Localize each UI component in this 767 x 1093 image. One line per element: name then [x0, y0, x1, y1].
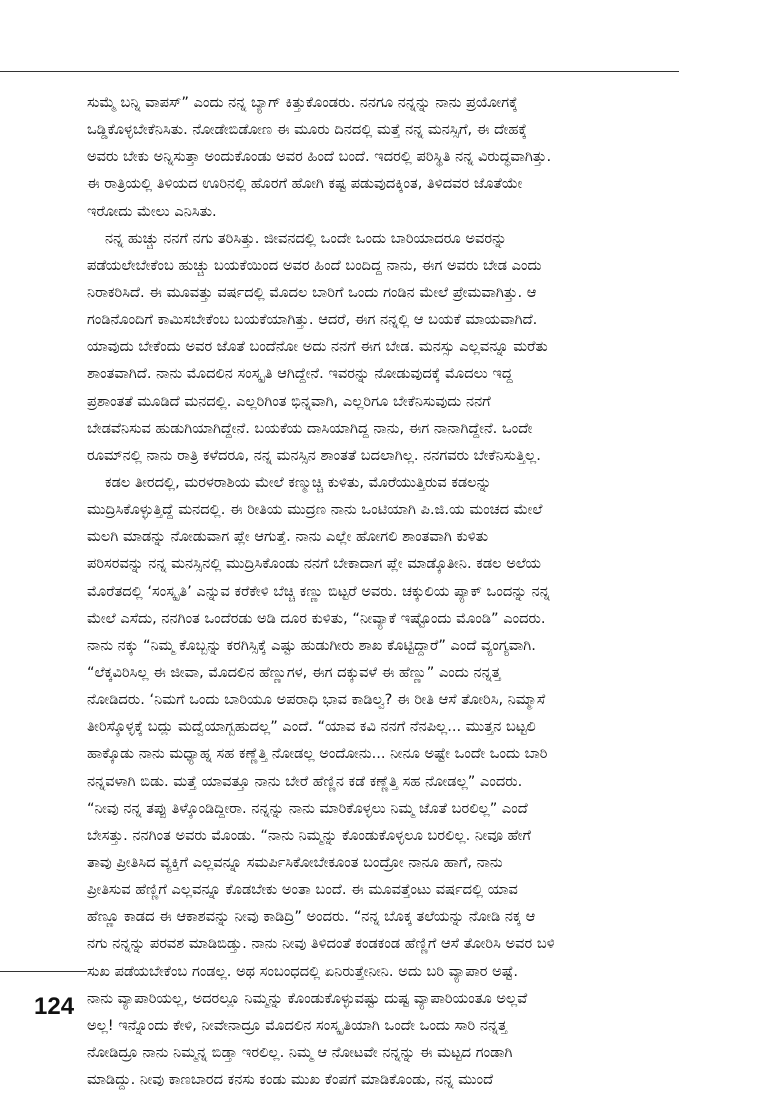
- text-line: ಒಡ್ಡಿಕೊಳ್ಳಬೇಕೆನಿಸಿತು. ನೋಡೇಬಿಡೋಣ ಈ ಮೂರು ದಿನದಲ್ಲಿ ಮತ್ತೆ ನನ್ನ ಮನಸ್ಸಿಗೆ, ಈ ದೇಹಕ್ಕೆ: [87, 121, 527, 139]
- text-line: ಬೇಸತ್ತು. ನನಗಿಂತ ಅವರು ಮೊಂಡು. “ನಾನು ನಿಮ್ಮನ್ನು ಕೊಂಡುಕೊಳ್ಳಲೂ ಬರಲಿಲ್ಲ. ನೀವೂ ಹೇಗೆ: [87, 826, 531, 844]
- text-line: ಪ್ರಶಾಂತತೆ ಮೂಡಿದೆ ಮನದಲ್ಲಿ. ಎಲ್ಲರಿಗಿಂತ ಭಿನ್ನವಾಗಿ, ಎಲ್ಲರಿಗೂ ಬೇಕೆನಿಸುವುದು ನನಗೆ: [87, 392, 491, 410]
- footer-rule: [0, 971, 87, 972]
- paragraph-start-line: ಕಡಲ ತೀರದಲ್ಲಿ, ಮರಳರಾಶಿಯ ಮೇಲೆ ಕಣ್ಮುಚ್ಚಿ ಕುಳಿತು, ಮೊರೆಯುತ್ತಿರುವ ಕಡಲನ್ನು: [105, 473, 492, 491]
- text-line: ಪರಿಸರವನ್ನು ನನ್ನ ಮನಸ್ಸಿನಲ್ಲಿ ಮುದ್ರಿಸಿಕೊಂಡು ನನಗೆ ಬೇಕಾದಾಗ ಪ್ಲೇ ಮಾಡ್ಕೊತೀನಿ. ಕಡಲ ಅಲೆಯ: [87, 555, 542, 573]
- page-number: 124: [34, 993, 75, 1020]
- text-line: ನೋಡಿದ್ರೂ ನಾನು ನಿಮ್ಮನ್ನ ಬಿಡ್ತಾ ಇರಲಿಲ್ಲ. ನಿಮ್ಮ ಆ ನೋಟವೇ ನನ್ನನ್ನು ಈ ಮಟ್ಟದ ಗಂಡಾಗಿ: [87, 1043, 513, 1061]
- text-line: ಸುಮ್ಮೆ ಬನ್ನಿ ವಾಪಸ್” ಎಂದು ನನ್ನ ಬ್ಯಾಗ್ ಕಿತ್ತುಕೊಂಡರು. ನನಗೂ ನನ್ನನ್ನು ನಾನು ಪ್ರಯೋಗಕ್ಕೆ: [87, 94, 518, 111]
- text-line: ಇರೋದು ಮೇಲು ಎನಿಸಿತು.: [87, 202, 217, 220]
- text-line: ಗಂಡಿನೊಂದಿಗೆ ಕಾಮಿಸಬೇಕೆಂಬ ಬಯಕೆಯಾಗಿತ್ತು. ಆದರೆ, ಈಗ ನನ್ನಲ್ಲಿ ಆ ಬಯಕೆ ಮಾಯವಾಗಿದೆ.: [87, 311, 538, 329]
- text-line: ಸುಖ ಪಡೆಯಬೇಕೆಂಬ ಗಂಡಲ್ಲ. ಅಥ ಸಂಬಂಧದಲ್ಲಿ ಏನಿರುತ್ತೇನೀನಿ. ಅದು ಬರಿ ವ್ಯಾಪಾರ ಅಷ್ಟೆ.: [87, 962, 518, 980]
- text-line: ಮಾಡಿದ್ದು. ನೀವು ಕಾಣಬಾರದ ಕನಸು ಕಂಡು ಮುಖ ಕೆಂಪಗೆ ಮಾಡಿಕೊಂಡು, ನನ್ನ ಮುಂದೆ: [87, 1071, 494, 1089]
- text-line: ಅಲ್ಲ! ಇನ್ನೊಂದು ಕೇಳಿ, ನೀವೇನಾದ್ರೂ ಮೊದಲಿನ ಸಂಸ್ಕೃತಿಯಾಗಿ ಒಂದೇ ಒಂದು ಸಾರಿ ನನ್ನತ್ತ: [87, 1016, 508, 1034]
- text-line: ನಾನು ವ್ಯಾಪಾರಿಯಲ್ಲ, ಅದರಲ್ಲೂ ನಿಮ್ಮನ್ನು ಕೊಂಡುಕೊಳ್ಳುವಷ್ಟು ದುಷ್ಟ ವ್ಯಾಪಾರಿಯಂತೂ ಅಲ್ಲವೆ: [87, 989, 528, 1007]
- text-line: ನನ್ನವಳಾಗಿ ಬಿಡು. ಮತ್ತೆ ಯಾವತ್ತೂ ನಾನು ಬೇರೆ ಹೆಣ್ಣಿನ ಕಡೆ ಕಣ್ಣೆತ್ತಿ ಸಹ ನೋಡಲ್ಲ” ಎಂದರು.: [87, 772, 523, 790]
- text-line: ಅವರು ಬೇಕು ಅನ್ನಿಸುತ್ತಾ ಅಂದುಕೊಂಡು ಅವರ ಹಿಂದೆ ಬಂದೆ. ಇದರಲ್ಲಿ ಪರಿಸ್ಥಿತಿ ನನ್ನ ವಿರುದ್ಧವಾಗಿತ್ತು.: [87, 148, 552, 166]
- text-line: ಹಾಕ್ಕೊಡು ನಾನು ಮಧ್ಯಾಹ್ನ ಸಹ ಕಣ್ಣೆತ್ತಿ ನೋಡಲ್ಲ ಅಂದೋನು... ನೀನೂ ಅಷ್ಟೇ ಒಂದೇ ಒಂದು ಬಾರಿ: [87, 745, 548, 763]
- text-line: ತಾವು ಪ್ರೀತಿಸಿದ ವ್ಯಕ್ತಿಗೆ ಎಲ್ಲವನ್ನೂ ಸಮರ್ಪಿಸಿಕೋಬೇಕೂಂತ ಬಂದ್ರೋ ನಾನೂ ಹಾಗೆ, ನಾನು: [87, 853, 503, 871]
- text-line: ಪ್ರೀತಿಸುವ ಹೆಣ್ಣಿಗೆ ಎಲ್ಲವನ್ನೂ ಕೊಡಬೇಕು ಅಂತಾ ಬಂದೆ. ಈ ಮೂವತ್ತೆಂಟು ವರ್ಷದಲ್ಲಿ ಯಾವ: [87, 881, 518, 899]
- text-line: “ಲೆಕ್ಕವಿರಿಸಿಲ್ಲ ಈ ಜೀವಾ, ಮೊದಲಿನ ಹೆಣ್ಣುಗಳ, ಈಗ ದಕ್ಕುವಳೆ ಈ ಹೆಣ್ಣು” ಎಂದು ನನ್ನತ್ತ: [87, 663, 501, 681]
- body-text: [87, 89, 679, 1093]
- text-line: ಶಾಂತವಾಗಿದೆ. ನಾನು ಮೊದಲಿನ ಸಂಸ್ಕೃತಿ ಆಗಿದ್ದೇನೆ. ಇವರನ್ನು ನೋಡುವುದಕ್ಕೆ ಮೊದಲು ಇದ್ದ: [87, 365, 513, 383]
- text-line: ನಗು ನನ್ನನ್ನು ಪರವಶ ಮಾಡಿಬಿಡ್ತು. ನಾನು ನೀವು ತಿಳಿದಂತೆ ಕಂಡಕಂಡ ಹೆಣ್ಣಿಗೆ ಆಸೆ ತೋರಿಸಿ ಅವರ ಬಳಿ: [87, 935, 555, 953]
- paragraph-start-line: ನನ್ನ ಹುಚ್ಚು ನನಗೆ ನಗು ತರಿಸಿತ್ತು. ಜೀವನದಲ್ಲಿ ಒಂದೇ ಒಂದು ಬಾರಿಯಾದರೂ ಅವರನ್ನು: [105, 229, 507, 247]
- text-line: ತೀರಿಸ್ಕೊಳ್ಳಕ್ಕೆ ಬದ್ಲು ಮದ್ವೆಯಾಗ್ಬಹುದಲ್ಲ” ಎಂದೆ. “ಯಾವ ಕವಿ ನನಗೆ ನೆನಪಿಲ್ಲ... ಮುತ್ತನ ಬಟ್ಟಲಿ: [87, 718, 536, 736]
- text-line: ರೂಮ್‌ನಲ್ಲಿ ನಾನು ರಾತ್ರಿ ಕಳೆದರೂ, ನನ್ನ ಮನಸ್ಸಿನ ಶಾಂತತೆ ಬದಲಾಗಿಲ್ಲ. ನನಗವರು ಬೇಕೆನಿಸುತ್ತಿಲ್ಲ.: [87, 446, 541, 464]
- text-line: ನಿರಾಕರಿಸಿದೆ. ಈ ಮೂವತ್ತು ವರ್ಷದಲ್ಲಿ ಮೊದಲ ಬಾರಿಗೆ ಒಂದು ಗಂಡಿನ ಮೇಲೆ ಪ್ರೇಮವಾಗಿತ್ತು. ಆ: [87, 283, 537, 301]
- text-line: ಮುದ್ರಿಸಿಕೊಳ್ಳುತ್ತಿದ್ದೆ ಮನದಲ್ಲಿ. ಈ ರೀತಿಯ ಮುದ್ರಣ ನಾನು ಒಂಟಿಯಾಗಿ ಪಿ.ಜಿ.ಯ ಮಂಚದ ಮೇಲೆ: [87, 501, 543, 519]
- text-line: ನಾನು ನಕ್ಕು “ನಿಮ್ಮ ಕೊಬ್ಬನ್ನು ಕರಗಿಸ್ಸಿಕ್ಕೆ ಎಷ್ಟು ಹುಡುಗೀರು ಶಾಖ ಕೊಟ್ಟಿದ್ದಾರೆ” ಎಂದೆ ವ್ಯಂಗ್ಯವಾಗಿ.: [87, 636, 536, 654]
- text-line: ಮಲಗಿ ಮಾಡನ್ನು ನೋಡುವಾಗ ಪ್ಲೇ ಆಗುತ್ತೆ. ನಾನು ಎಲ್ಲೇ ಹೋಗಲಿ ಶಾಂತವಾಗಿ ಕುಳಿತು: [87, 528, 489, 546]
- text-line: ನೋಡಿದರು. ‘ನಿಮಗೆ ಒಂದು ಬಾರಿಯೂ ಅಪರಾಧಿ ಭಾವ ಕಾಡಿಲ್ವ? ಈ ರೀತಿ ಆಸೆ ತೋರಿಸಿ, ನಿಮ್ಮಾಸೆ: [87, 691, 546, 709]
- text-line: ಪಡೆಯಲೇಬೇಕೆಂಬ ಹುಚ್ಚು ಬಯಕೆಯಿಂದ ಅವರ ಹಿಂದೆ ಬಂದಿದ್ದ ನಾನು, ಈಗ ಅವರು ಬೇಡ ಎಂದು: [87, 256, 542, 274]
- text-line: ಯಾವುದು ಬೇಕೆಂದು ಅವರ ಜೊತೆ ಬಂದೆನೋ ಅದು ನನಗೆ ಈಗ ಬೇಡ. ಮನಸ್ಸು ಎಲ್ಲವನ್ನೂ ಮರೆತು: [87, 338, 548, 356]
- text-line: ಈ ರಾತ್ರಿಯಲ್ಲಿ ತಿಳಿಯದ ಊರಿನಲ್ಲಿ ಹೊರಗೆ ಹೋಗಿ ಕಷ್ಟ ಪಡುವುದಕ್ಕಿಂತ, ತಿಳಿದವರ ಜೊತೆಯೇ: [87, 175, 523, 193]
- text-line: ಮೊರೆತದಲ್ಲಿ ‘ಸಂಸ್ಕೃತಿ’ ಎನ್ನುವ ಕರೆಕೇಳಿ ಬೆಚ್ಚಿ ಕಣ್ಣು ಬಿಟ್ಟರೆ ಅವರು. ಚಕ್ಕುಲಿಯ ಪ್ಯಾಕ್ ಒಂದನ್ನು ನನ್ನ: [87, 582, 550, 600]
- text-line: ಹೆಣ್ಣೂ ಕಾಡದ ಈ ಆಕಾಶವನ್ನು ನೀವು ಕಾಡಿದ್ರಿ” ಅಂದರು. “ನನ್ನ ಬೊಕ್ಕ ತಲೆಯನ್ನು ನೋಡಿ ನಕ್ಕ ಆ: [87, 908, 536, 926]
- text-line: ಬೇಡವೆನಿಸುವ ಹುಡುಗಿಯಾಗಿದ್ದೇನೆ. ಬಯಕೆಯ ದಾಸಿಯಾಗಿದ್ದ ನಾನು, ಈಗ ನಾನಾಗಿದ್ದೇನೆ. ಒಂದೇ: [87, 419, 533, 437]
- header-rule: [0, 71, 679, 72]
- text-line: ಮೇಲೆ ಎಸೆದು, ನನಗಿಂತ ಒಂದೆರಡು ಅಡಿ ದೂರ ಕುಳಿತು, “ನೀವ್ಯಾಕೆ ಇಷ್ಟೊಂದು ಮೊಂಡಿ” ಎಂದರು.: [87, 609, 546, 627]
- text-line: “ನೀವು ನನ್ನ ತಪ್ಪು ತಿಳ್ಕೊಂಡಿದ್ದೀರಾ. ನನ್ನನ್ನು ನಾನು ಮಾರಿಕೊಳ್ಳಲು ನಿಮ್ಮ ಜೊತೆ ಬರಲಿಲ್ಲ” ಎಂದೆ: [87, 799, 528, 817]
